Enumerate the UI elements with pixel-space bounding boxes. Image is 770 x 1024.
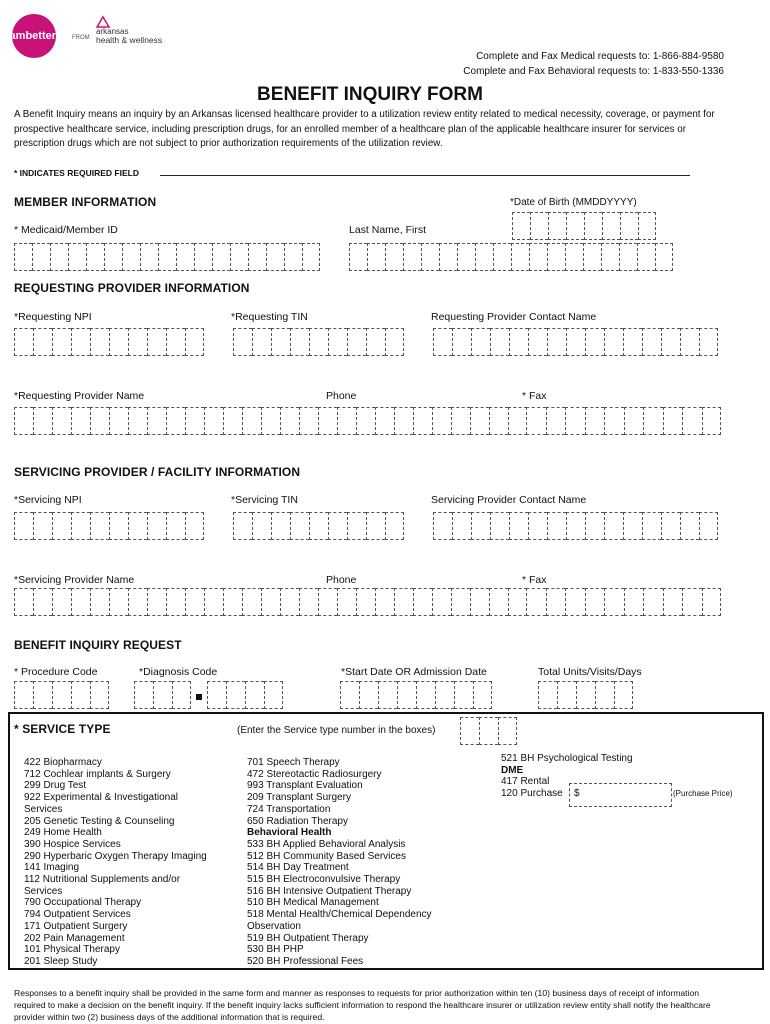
list-item: 112 Nutritional Supplements and/or [24, 874, 181, 886]
servicing-phone-label: Phone [326, 574, 357, 586]
request-heading: BENEFIT INQUIRY REQUEST [14, 638, 182, 652]
required-note: * INDICATES REQUIRED FIELD [14, 168, 139, 178]
divider [160, 175, 690, 176]
units-input[interactable] [538, 681, 633, 709]
ambetter-logo: ambetter. [12, 14, 56, 58]
requesting-fax-input[interactable] [526, 407, 721, 435]
list-item: 120 Purchase [501, 788, 563, 800]
servicing-fax-input[interactable] [526, 588, 721, 616]
requesting-contact-input[interactable] [433, 328, 718, 356]
requesting-npi-label: *Requesting NPI [14, 311, 92, 323]
list-item: 390 Hospice Services [24, 838, 121, 850]
list-item: 417 Rental [501, 776, 550, 788]
list-item: 519 BH Outpatient Therapy [247, 932, 369, 944]
servicing-fax-label: * Fax [522, 574, 547, 586]
list-item: 701 Speech Therapy [247, 757, 340, 768]
list-item: 520 BH Professional Fees [247, 955, 364, 967]
requesting-tin-label: *Requesting TIN [231, 311, 308, 323]
servicing-tin-label: *Servicing TIN [231, 494, 298, 506]
from-text: FROM [72, 35, 90, 41]
list-item: 249 Home Health [24, 827, 102, 839]
servicing-heading: SERVICING PROVIDER / FACILITY INFORMATION [14, 465, 301, 479]
footer-text: Responses to a benefit inquiry shall be provided in the same form and manner as responses to requests for prior authorization within ten (10) business days of receipt of information required to make a decision on the benefit inquiry. If the benefit inquiry lacks sufficient information to respond the healthcare insurer or utilization review entity shall notify the healthcare provider within two (2) business days of the additional information that is required. [14, 988, 711, 1022]
fax-behavioral: Complete and Fax Behavioral requests to: 1-833-550-1336 [463, 66, 724, 77]
form-title: BENEFIT INQUIRY FORM [257, 84, 483, 105]
servicing-contact-label: Servicing Provider Contact Name [431, 494, 587, 506]
decimal-marker [196, 694, 202, 700]
partner-logo: arkansas health & wellness [96, 27, 163, 45]
list-item: 790 Occupational Therapy [24, 897, 142, 909]
service-list-col1 [24, 757, 207, 968]
list-item: 794 Outpatient Services [24, 909, 131, 921]
requesting-fax-label: * Fax [522, 390, 547, 402]
requesting-tin-input[interactable] [233, 328, 404, 356]
list-item: 922 Experimental & Investigational [24, 792, 178, 804]
member-heading: MEMBER INFORMATION [14, 195, 157, 209]
requesting-phone-label: Phone [326, 390, 357, 402]
name-label: Last Name, First [349, 224, 427, 236]
procedure-input[interactable] [14, 681, 109, 709]
dob-input[interactable] [512, 212, 656, 240]
list-item: 202 Pain Management [24, 932, 125, 944]
purchase-price-input[interactable] [569, 783, 672, 807]
servicing-npi-label: *Servicing NPI [14, 494, 82, 506]
requesting-name-label: *Requesting Provider Name [14, 390, 145, 402]
servicing-name-label: *Servicing Provider Name [14, 574, 135, 586]
service-type-instruction: (Enter the Service type number in the boxes) [237, 725, 436, 736]
dme-heading: DME [501, 764, 524, 776]
start-date-input[interactable] [340, 681, 492, 709]
list-item: 209 Transplant Surgery [247, 792, 351, 804]
purchase-price-note: (Purchase Price) [673, 789, 733, 798]
member-id-input[interactable] [14, 243, 320, 271]
list-item: 993 Transplant Evaluation [247, 780, 363, 792]
service-list-col2 [247, 757, 432, 968]
requesting-npi-input[interactable] [14, 328, 204, 356]
requesting-name-input[interactable] [14, 407, 527, 435]
fax-medical: Complete and Fax Medical requests to: 1-866-884-9580 [476, 51, 724, 62]
units-label: Total Units/Visits/Days [538, 666, 642, 678]
list-item: 299 Drug Test [24, 780, 87, 792]
list-item: 530 BH PHP [247, 944, 304, 956]
diagnosis-input-b[interactable] [207, 681, 283, 709]
service-type-heading: * SERVICE TYPE [14, 722, 111, 736]
list-item: 712 Cochlear implants & Surgery [24, 768, 171, 780]
list-item: Services [24, 885, 63, 897]
list-item: 472 Stereotactic Radiosurgery [247, 768, 382, 780]
list-item: 141 Imaging [24, 862, 80, 874]
diagnosis-input-a[interactable] [134, 681, 191, 709]
dob-label: *Date of Birth (MMDDYYYY) [510, 197, 637, 208]
name-input[interactable] [349, 243, 673, 271]
list-item: 510 BH Medical Management [247, 897, 379, 909]
procedure-label: * Procedure Code [14, 666, 98, 678]
list-item: 205 Genetic Testing & Counseling [24, 815, 175, 827]
list-item: 518 Mental Health/Chemical Dependency [247, 909, 432, 921]
list-item: Observation [247, 920, 301, 932]
list-item: 101 Physical Therapy [24, 944, 120, 956]
list-item: Services [24, 803, 63, 815]
diagnosis-label: *Diagnosis Code [139, 666, 218, 678]
list-item: 724 Transportation [247, 803, 331, 815]
start-date-label: *Start Date OR Admission Date [341, 666, 487, 678]
servicing-name-input[interactable] [14, 588, 527, 616]
list-item: 290 Hyperbaric Oxygen Therapy Imaging [24, 850, 207, 862]
member-id-label: * Medicaid/Member ID [14, 224, 118, 236]
list-item: 201 Sleep Study [24, 955, 98, 967]
behavioral-health-heading: Behavioral Health [247, 827, 332, 839]
list-item: 512 BH Community Based Services [247, 850, 406, 862]
servicing-npi-input[interactable] [14, 512, 204, 540]
requesting-heading: REQUESTING PROVIDER INFORMATION [14, 281, 250, 295]
servicing-tin-input[interactable] [233, 512, 404, 540]
list-item: 516 BH Intensive Outpatient Therapy [247, 885, 412, 897]
list-item: 521 BH Psychological Testing [501, 753, 633, 764]
servicing-contact-input[interactable] [433, 512, 718, 540]
list-item: 171 Outpatient Surgery [24, 920, 128, 932]
currency-symbol: $ [574, 788, 580, 799]
service-type-input[interactable] [460, 717, 517, 745]
form-description: A Benefit Inquiry means an inquiry by an Arkansas licensed healthcare provider to a utilization review entity related to medical necessity, coverage, or payment for prospective healthcare service, including prescription drugs, for an enrolled member of a healthcare plan of the applicable healthcare insurer for services or prescription drugs which are not subject to prior authorization requirements of the utilization review. [14, 109, 715, 149]
list-item: 533 BH Applied Behavioral Analysis [247, 838, 406, 850]
list-item: 650 Radiation Therapy [247, 815, 348, 827]
requesting-contact-label: Requesting Provider Contact Name [431, 311, 597, 323]
list-item: 422 Biopharmacy [24, 757, 102, 768]
list-item: 515 BH Electroconvulsive Therapy [247, 874, 401, 886]
list-item: 514 BH Day Treatment [247, 862, 349, 874]
